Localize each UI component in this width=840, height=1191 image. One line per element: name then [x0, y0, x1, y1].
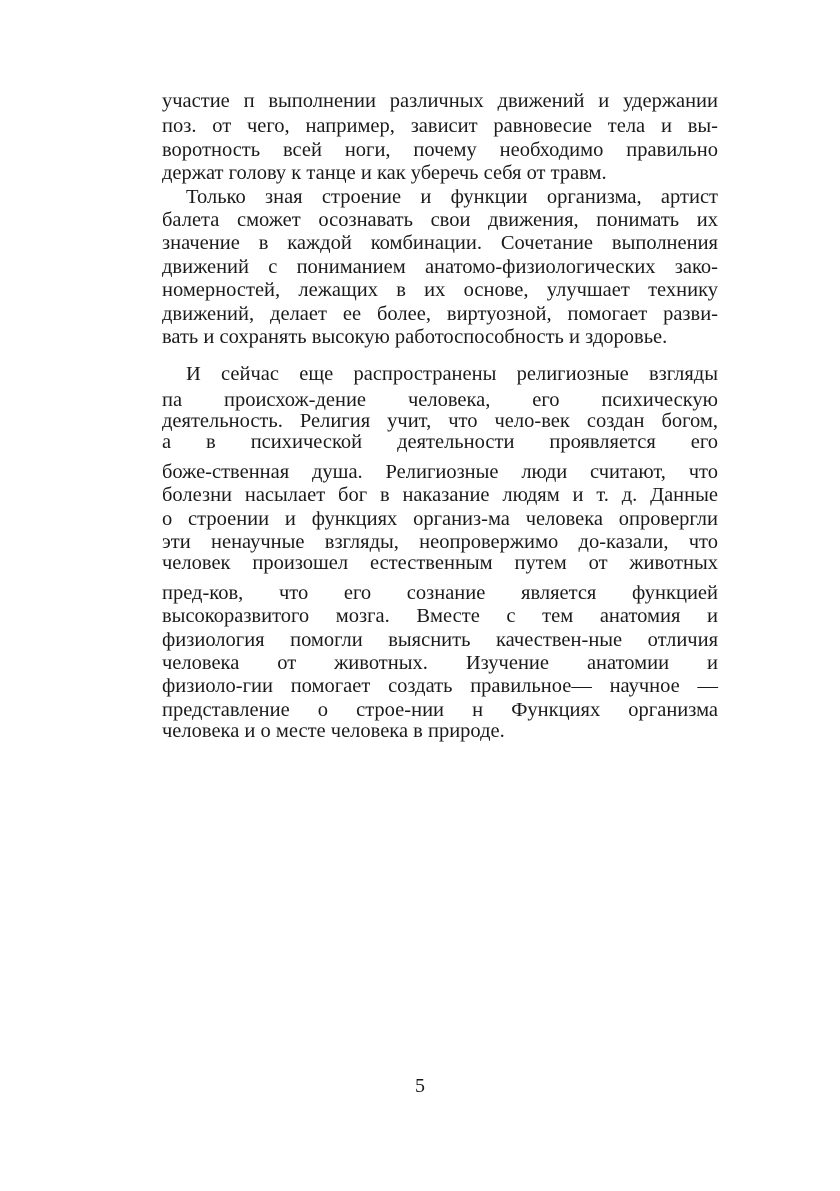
- text-line: воротность всей ноги, почему необходимо правильно: [162, 138, 718, 161]
- page-body: [162, 90, 718, 744]
- text-line: вать и сохранять высокую работоспособность и здоровье.: [162, 325, 668, 348]
- text-line: болезни насылает бог в наказание людям и т. д. Данные: [162, 484, 718, 507]
- text-line: человек произошел естественным путем от животных: [162, 552, 718, 575]
- text-line: боже-ственная душа. Религиозные люди считают, что: [162, 460, 718, 483]
- text-line: Только зная строение и функции организма, артист: [186, 185, 718, 208]
- text-line: движений, делает ее более, виртуозной, помогает разви-: [162, 302, 718, 325]
- text-line: эти ненаучные взгляды, неопровержимо до-казали, что: [162, 531, 718, 554]
- text-line: физиоло-гии помогает создать правильное— научное —: [162, 675, 718, 698]
- page-number: 5: [415, 1075, 425, 1097]
- text-line: человека от животных. Изучение анатомии и: [162, 651, 718, 674]
- text-line: значение в каждой комбинации. Сочетание выполнения: [162, 232, 718, 255]
- text-line: балета сможет осознавать свои движения, понимать их: [162, 208, 718, 231]
- text-line: И сейчас еще распространены религиозные взгляды: [186, 363, 718, 386]
- text-line: поз. от чего, например, зависит равновесие тела и вы-: [162, 115, 718, 138]
- text-line: участие п выполнении различных движений и удержании: [162, 90, 718, 112]
- text-line: представление о строе-нии н Функциях организма: [162, 698, 718, 721]
- text-line: па происхож-дение человека, его психическую: [162, 388, 718, 411]
- text-line: держат голову к танце и как уберечь себя от травм.: [162, 162, 607, 185]
- text-line: пред-ков, что его сознание является функцией: [162, 581, 718, 604]
- text-line: высокоразвитого мозга. Вместе с тем анатомия и: [162, 605, 718, 628]
- text-line: о строении и функциях организ-ма человека опровергли: [162, 507, 718, 530]
- text-line: движений с пониманием анатомо-физиологических зако-: [162, 255, 718, 278]
- text-line: деятельность. Религия учит, что чело-век создан богом,: [162, 410, 718, 433]
- text-line: номерностей, лежащих в их основе, улучшает технику: [162, 279, 718, 302]
- text-line: физиология помогли выяснить качествен-ные отличия: [162, 628, 718, 651]
- text-line: человека и о месте человека в природе.: [162, 720, 505, 743]
- text-line: а в психической деятельности проявляется его: [162, 431, 718, 454]
